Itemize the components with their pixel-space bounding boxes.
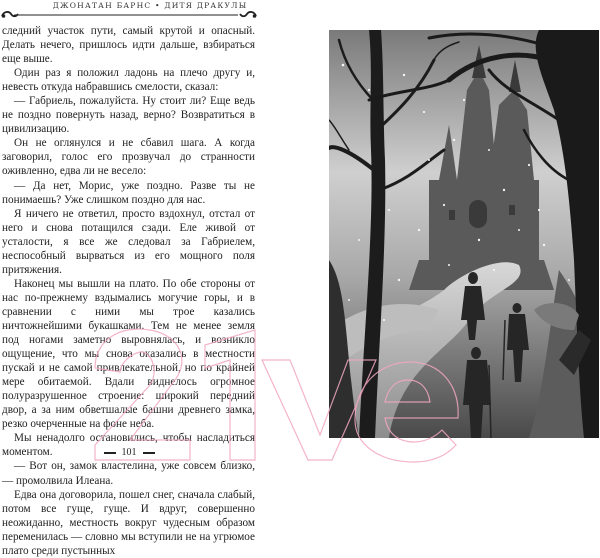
paragraph: Наконец мы вышли на плато. По обе стороны от нас по-прежнему вздымались могучие горы, и в сравнении с ними мы трое казались ничтожнейшими букашками. Тем не менее земля под ногами заметно выровнялась, и возникло ощущение, что мы снова оказались в местности пускай и не самой привлекательной, но по крайней мере обитаемой. Вдали виднелось огромное полуразрушенное строение: широкий передний двор, а за ним обветшалые башни древнего замка, резко очерченные на фоне неба. (2, 277, 255, 431)
paragraph: — Вот он, замок властелина, уже совсем близко, — промолвила Илеана. (2, 460, 255, 487)
paragraph: Едва она договорила, пошел снег, сначала слабый, потом все гуще, гуще. И вдруг, совершенно неожиданно, местность вокруг чудесным образом переменилась — словно мы вступили не на угрюмое плато среди пустынных (2, 488, 255, 557)
page-folio (0, 447, 258, 458)
paragraph: — Габриель, пожалуйста. Ну стоит ли? Еще ведь не поздно повернуть назад, верно? Возвратиться в цивилизацию. (2, 95, 255, 136)
left-arrow-ornament-icon (104, 452, 116, 454)
paragraph: Я ничего не ответил, просто вздохнул, отстал от него и снова потащился сзади. Еле живой от усталости, я все же следовал за Габриелем, неспособный вырваться из его мощного поля притяжения. (2, 207, 255, 276)
paragraph: Мы ненадолго остановились, чтобы насладиться моментом. (2, 432, 255, 459)
illustration-artwork (329, 30, 599, 438)
page-number: 101 (121, 447, 137, 458)
running-head: ДЖОНАТАН БАРНС • ДИТЯ ДРАКУЛЫ (52, 1, 248, 10)
header-ornament-rule (0, 10, 258, 20)
paragraph: Один раз я положил ладонь на плечо другу и, невесть откуда набравшись смелости, сказал: (2, 67, 255, 94)
paragraph: следний участок пути, самый крутой и опасный. Делать нечего, пришлось идти дальше, взбираться еще выше. (2, 25, 255, 66)
right-arrow-ornament-icon (143, 452, 155, 454)
left-page (0, 0, 300, 557)
body-text (2, 24, 255, 558)
castle-illustration (329, 30, 599, 438)
paragraph: — Да нет, Морис, уже поздно. Разве ты не понимаешь? Уже слишком поздно для нас. (2, 179, 255, 206)
paragraph: Он не оглянулся и не сбавил шага. А когда заговорил, голос его прозвучал до странности оживленно, едва ли не весело: (2, 137, 255, 178)
